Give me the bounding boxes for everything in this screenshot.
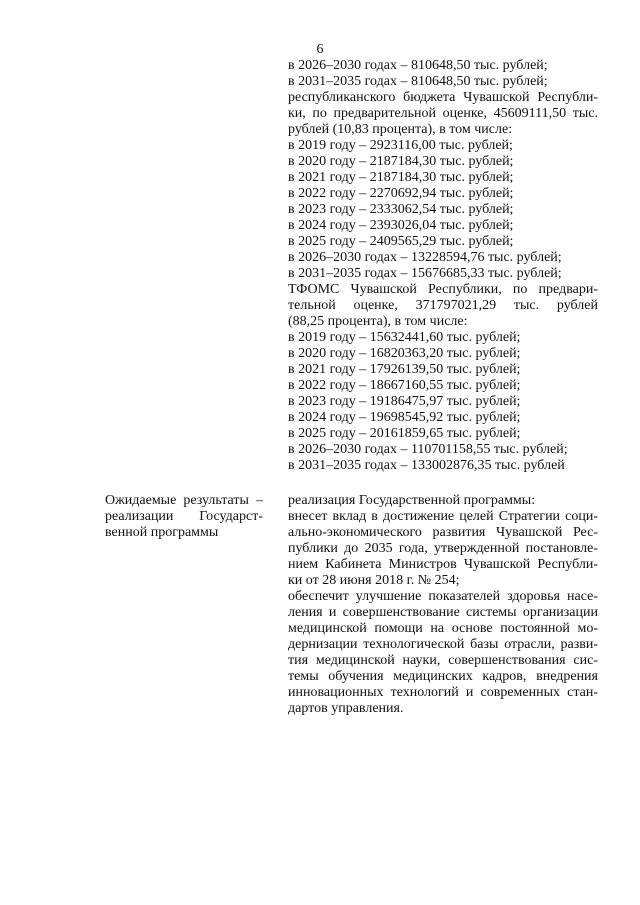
funding-line: в 2024 году – 19698545,92 тыс. рублей; — [288, 410, 521, 425]
funding-line: в 2026–2030 годах – 810648,50 тыс. рублей; — [288, 58, 548, 73]
results-line: публики до 2035 года, утвержденной постановле- — [288, 541, 598, 556]
label-line: Ожидаемые результаты – — [105, 493, 263, 508]
funding-line: республиканского бюджета Чувашской Республи- — [288, 90, 598, 105]
results-line: внесет вклад в достижение целей Стратегии соци- — [288, 509, 598, 524]
funding-line: в 2019 году – 2923116,00 тыс. рублей; — [288, 138, 513, 153]
expected-results-label — [105, 493, 263, 541]
funding-line: в 2020 году – 16820363,20 тыс. рублей; — [288, 346, 521, 361]
funding-line: в 2022 году – 2270692,94 тыс. рублей; — [288, 186, 514, 201]
funding-line: в 2023 году – 19186475,97 тыс. рублей; — [288, 394, 521, 409]
results-line: ки от 28 июня 2018 г. № 254; — [288, 573, 460, 588]
funding-line: в 2024 году – 2393026,04 тыс. рублей; — [288, 218, 514, 233]
funding-sources-text — [288, 58, 598, 474]
funding-line: ки, по предварительной оценке, 45609111,50 тыс. — [288, 106, 598, 121]
results-line: инновационных технологий и современных стан- — [288, 685, 598, 700]
label-line: венной программы — [105, 525, 219, 540]
funding-line: в 2026–2030 годах – 110701158,55 тыс. рублей; — [288, 442, 568, 457]
results-line: ально-экономического развития Чувашской Рес- — [288, 525, 598, 540]
results-line: дернизации технологической базы отрасли, разви- — [288, 637, 598, 652]
funding-line: в 2025 году – 2409565,29 тыс. рублей; — [288, 234, 514, 249]
funding-line: в 2026–2030 годах – 13228594,76 тыс. рублей; — [288, 250, 562, 265]
funding-line: рублей (10,83 процента), в том числе: — [288, 122, 513, 137]
funding-line: в 2025 году – 20161859,65 тыс. рублей; — [288, 426, 521, 441]
funding-line: в 2021 году – 2187184,30 тыс. рублей; — [288, 170, 514, 185]
results-line: тия медицинской науки, совершенствования сис- — [288, 653, 598, 668]
results-line: ления и совершенствование системы организации — [288, 605, 598, 620]
results-line: реализация Государственной программы: — [288, 493, 536, 508]
label-line: реализации Государст- — [105, 509, 263, 524]
funding-line: в 2020 году – 2187184,30 тыс. рублей; — [288, 154, 514, 169]
funding-line: в 2031–2035 годах – 810648,50 тыс. рублей; — [288, 74, 548, 89]
expected-results-text — [288, 493, 598, 717]
funding-line: в 2022 году – 18667160,55 тыс. рублей; — [288, 378, 521, 393]
funding-line: в 2031–2035 годах – 15676685,33 тыс. рублей; — [288, 266, 562, 281]
funding-line: (88,25 процента), в том числе: — [288, 314, 468, 329]
page-number: 6 — [316, 42, 324, 57]
funding-line: в 2023 году – 2333062,54 тыс. рублей; — [288, 202, 514, 217]
results-line: темы обучения медицинских кадров, внедрения — [288, 669, 598, 684]
results-line: нием Кабинета Министров Чувашской Республи- — [288, 557, 598, 572]
funding-line: в 2021 году – 17926139,50 тыс. рублей; — [288, 362, 521, 377]
funding-line: в 2031–2035 годах – 133002876,35 тыс. рублей — [288, 458, 565, 473]
funding-line: в 2019 году – 15632441,60 тыс. рублей; — [288, 330, 521, 345]
funding-line: тельной оценке, 371797021,29 тыс. рублей — [288, 298, 598, 313]
results-line: дартов управления. — [288, 701, 404, 716]
results-line: обеспечит улучшение показателей здоровья насе- — [288, 589, 598, 604]
results-line: медицинской помощи на основе постоянной мо- — [288, 621, 598, 636]
funding-line: ТФОМС Чувашской Республики, по предвари- — [288, 282, 598, 297]
